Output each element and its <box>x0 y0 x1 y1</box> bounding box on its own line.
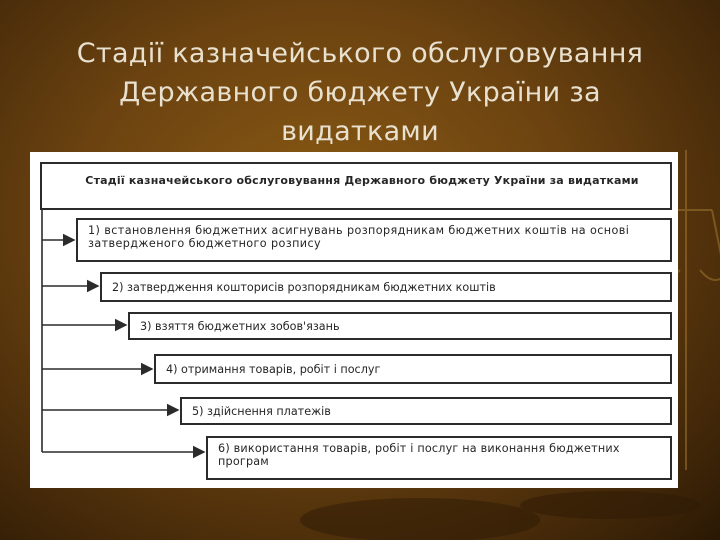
slide-title-line-2: Державного бюджету України за <box>119 77 601 108</box>
slide-title-line-1: Стадії казначейського обслуговування <box>76 38 644 69</box>
step-5-box: 5) здійснення платежів <box>180 397 672 425</box>
treasury-stages-diagram <box>30 152 678 488</box>
slide-title <box>20 34 700 151</box>
diagram-header-box: Стадії казначейського обслуговування Державного бюджету України за видатками <box>40 162 672 210</box>
step-6-box: 6) використання товарів, робіт і послуг на виконання бюджетних програм <box>206 436 672 480</box>
slide-title-line-3: видатками <box>281 116 439 147</box>
step-2-box: 2) затвердження кошторисів розпорядникам бюджетних коштів <box>100 272 672 302</box>
step-1-box: 1) встановлення бюджетних асигнувань розпорядникам бюджетних коштів на основі затвердженого бюджетного розпису <box>76 218 672 262</box>
step-4-box: 4) отримання товарів, робіт і послуг <box>154 354 672 384</box>
step-3-box: 3) взяття бюджетних зобов'язань <box>128 312 672 340</box>
